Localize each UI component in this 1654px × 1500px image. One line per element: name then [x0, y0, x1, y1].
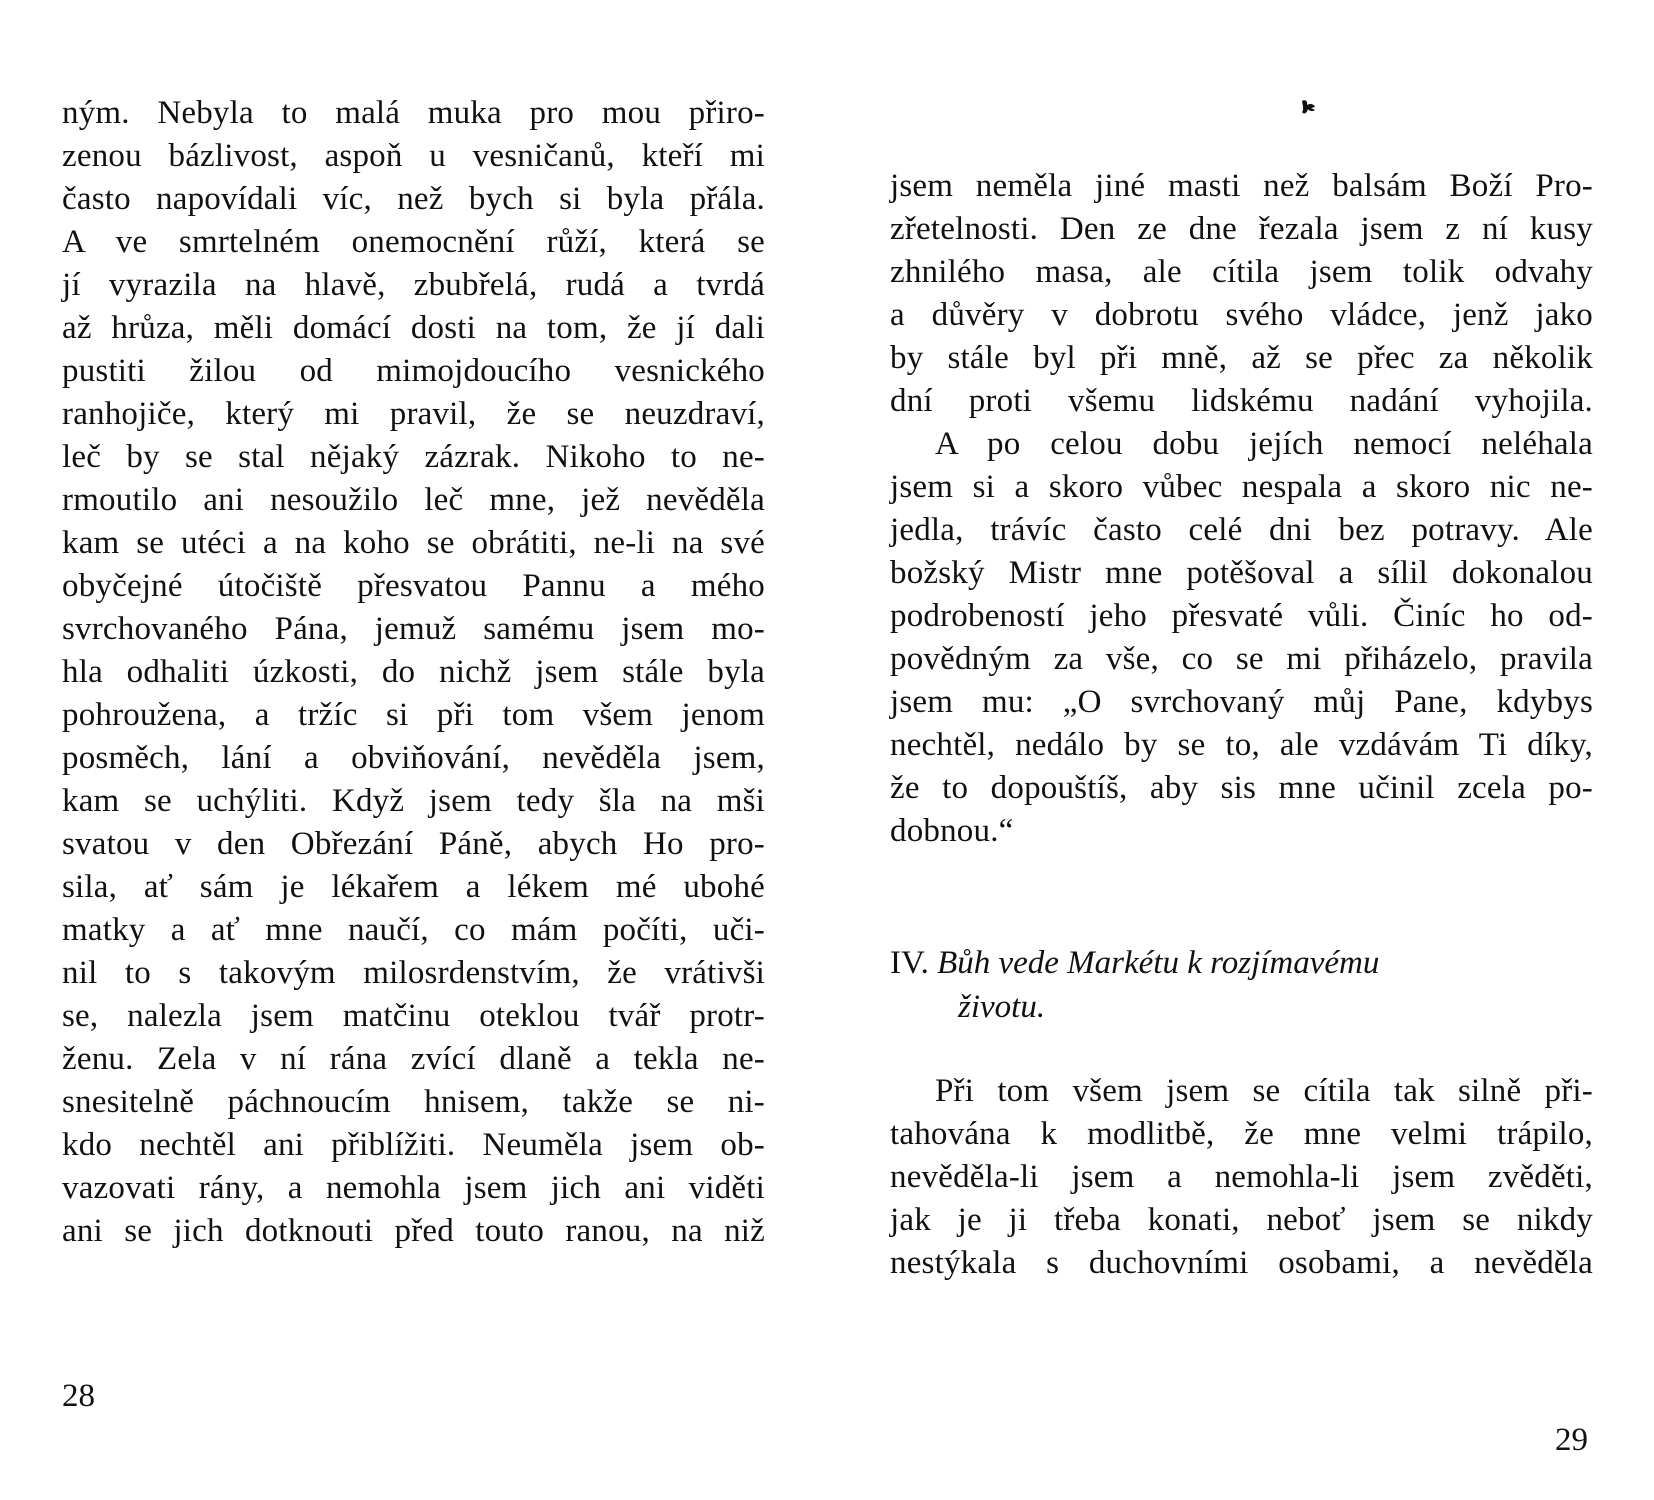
- text-line: kdo nechtěl ani přiblížiti. Neuměla jsem ob-: [62, 1127, 765, 1163]
- text-line: jedla, trávíc často celé dni bez potravy. Ale: [890, 512, 1593, 548]
- text-line: zhnilého masa, ale cítila jsem tolik odvahy: [890, 254, 1593, 290]
- text-line: pustiti žilou od mimojdoucího vesnického: [62, 353, 765, 389]
- right-page: [827, 0, 1654, 1500]
- text-line: nestýkala s duchovními osobami, a nevěděla: [890, 1245, 1593, 1281]
- text-line: často napovídali víc, než bych si byla přála.: [62, 181, 765, 217]
- text-line: zřetelnosti. Den ze dne řezala jsem z ní kusy: [890, 211, 1593, 247]
- text-line: zenou bázlivost, aspoň u vesničanů, kteří mi: [62, 138, 765, 174]
- text-line: A po celou dobu jejích nemocí neléhala: [935, 426, 1593, 462]
- text-line: pohroužena, a tržíc si při tom všem jenom: [62, 697, 765, 733]
- text-line: a důvěry v dobrotu svého vládce, jenž jako: [890, 297, 1593, 333]
- text-line: nil to s takovým milosrdenstvím, že vrátivši: [62, 955, 765, 991]
- text-line: že to dopouštíš, aby sis mne učinil zcela po-: [890, 770, 1593, 806]
- text-line: kam se uchýliti. Když jsem tedy šla na mši: [62, 783, 765, 819]
- text-line: božský Mistr mne potěšoval a sílil dokonalou: [890, 555, 1593, 591]
- text-line: posměch, lání a obviňování, nevěděla jsem,: [62, 740, 765, 776]
- text-line: jsem si a skoro vůbec nespala a skoro nic ne-: [890, 469, 1593, 505]
- text-line: dobnou.“: [890, 813, 1014, 849]
- page-number-left: 28: [62, 1378, 95, 1414]
- text-line: obyčejné útočiště přesvatou Pannu a mého: [62, 568, 765, 604]
- text-line: nevěděla-li jsem a nemohla-li jsem zvěděti,: [890, 1159, 1593, 1195]
- text-line: sila, ať sám je lékařem a lékem mé ubohé: [62, 869, 765, 905]
- chapter-title-continued: životu.: [958, 989, 1046, 1025]
- text-line: se, nalezla jsem matčinu oteklou tvář protr-: [62, 998, 765, 1034]
- text-line: hla odhaliti úzkosti, do nichž jsem stále byla: [62, 654, 765, 690]
- text-line: povědným za vše, co se mi přiházelo, pravila: [890, 641, 1593, 677]
- chapter-heading: [890, 942, 1379, 985]
- text-line: snesitelně páchnoucím hnisem, takže se ni-: [62, 1084, 765, 1120]
- fleuron-ornament-icon: [1299, 98, 1319, 118]
- text-line: svatou v den Obřezání Páně, abych Ho pro-: [62, 826, 765, 862]
- text-line: ženu. Zela v ní rána zvící dlaně a tekla ne-: [62, 1041, 765, 1077]
- text-line: podrobeností jeho přesvaté vůli. Činíc ho od-: [890, 598, 1593, 634]
- text-line: nechtěl, nedálo by se to, ale vzdávám Ti díky,: [890, 727, 1593, 763]
- text-line: tahována k modlitbě, že mne velmi trápilo,: [890, 1116, 1593, 1152]
- page-number-right: 29: [1555, 1422, 1588, 1458]
- text-line: dní proti všemu lidskému nadání vyhojila.: [890, 383, 1593, 419]
- text-line: leč by se stal nějaký zázrak. Nikoho to ne-: [62, 439, 765, 475]
- text-line: vazovati rány, a nemohla jsem jich ani viděti: [62, 1170, 765, 1206]
- text-line: Při tom všem jsem se cítila tak silně při-: [935, 1073, 1593, 1109]
- text-line: jí vyrazila na hlavě, zbubřelá, rudá a tvrdá: [62, 267, 765, 303]
- text-line: rmoutilo ani nesoužilo leč mne, jež nevěděla: [62, 482, 765, 518]
- text-line: až hrůza, měli domácí dosti na tom, že jí dali: [62, 310, 765, 346]
- text-line: ranhojiče, který mi pravil, že se neuzdraví,: [62, 396, 765, 432]
- text-line: jsem mu: „O svrchovaný můj Pane, kdybys: [890, 684, 1593, 720]
- text-line: ani se jich dotknouti před touto ranou, na niž: [62, 1213, 765, 1249]
- chapter-number: IV.: [890, 945, 929, 981]
- text-line: kam se utéci a na koho se obrátiti, ne-li na své: [62, 525, 765, 561]
- text-line: svrchovaného Pána, jemuž samému jsem mo-: [62, 611, 765, 647]
- text-line: A ve smrtelném onemocnění růží, která se: [62, 224, 765, 260]
- text-line: jak je ji třeba konati, neboť jsem se nikdy: [890, 1202, 1593, 1238]
- text-line: by stále byl při mně, až se přec za několik: [890, 340, 1593, 376]
- text-line: jsem neměla jiné masti než balsám Boží Pro-: [890, 168, 1593, 204]
- text-line: matky a ať mne naučí, co mám počíti, uči-: [62, 912, 765, 948]
- chapter-title: Bůh vede Markétu k rozjímavému: [937, 945, 1380, 981]
- text-line: ným. Nebyla to malá muka pro mou přiro-: [62, 95, 765, 131]
